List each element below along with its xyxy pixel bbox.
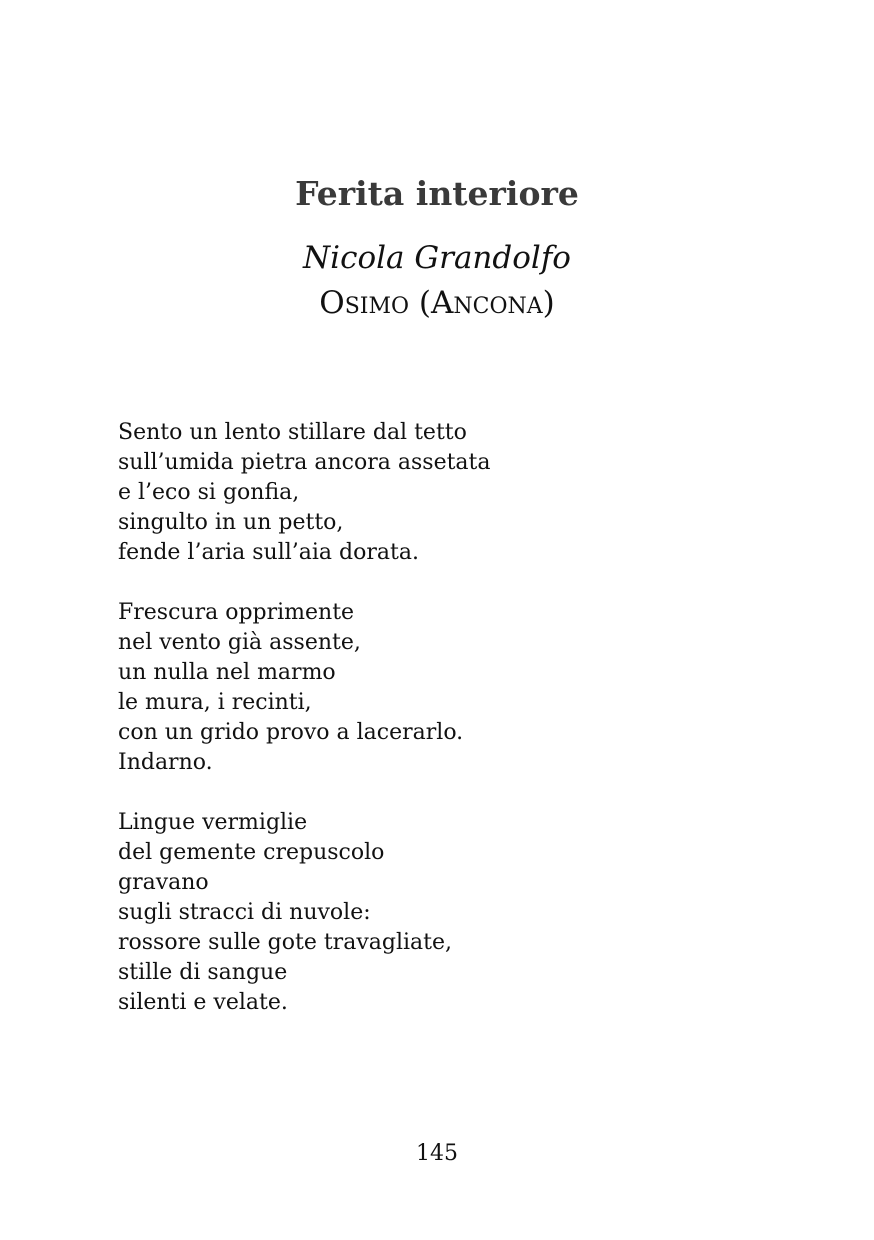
verse-line: sugli stracci di nuvole:: [118, 900, 371, 925]
verse-line: singulto in un petto,: [118, 510, 344, 535]
verse-line: con un grido provo a lacerarlo.: [118, 720, 464, 745]
verse-line: un nulla nel marmo: [118, 660, 336, 685]
verse-line: Frescura opprimente: [118, 600, 355, 625]
stanza-1: [118, 418, 758, 568]
verse-line: stille di sangue: [118, 960, 288, 985]
verse-line: sull’umida pietra ancora assetata: [118, 450, 491, 475]
poem-author: Nicola Grandolfo: [303, 240, 571, 276]
verse-line: silenti e velate.: [118, 990, 288, 1015]
verse-line: le mura, i recinti,: [118, 690, 312, 715]
verse-line: Lingue vermiglie: [118, 810, 308, 835]
page-number: 145: [416, 1141, 458, 1166]
author-place: Osimo (Ancona): [319, 285, 555, 321]
verse-line: e l’eco si gonfia,: [118, 480, 300, 505]
poem-title: Ferita interiore: [295, 174, 579, 213]
verse-line: gravano: [118, 870, 209, 895]
stanza-3: [118, 808, 758, 1018]
stanza-2: [118, 598, 758, 778]
verse-line: nel vento già assente,: [118, 630, 361, 655]
poem-body: [118, 418, 758, 1048]
verse-line: fende l’aria sull’aia dorata.: [118, 540, 419, 565]
verse-line: Sento un lento stillare dal tetto: [118, 420, 467, 445]
verse-line: rossore sulle gote travagliate,: [118, 930, 452, 955]
verse-line: del gemente crepuscolo: [118, 840, 385, 865]
verse-line: Indarno.: [118, 750, 213, 775]
